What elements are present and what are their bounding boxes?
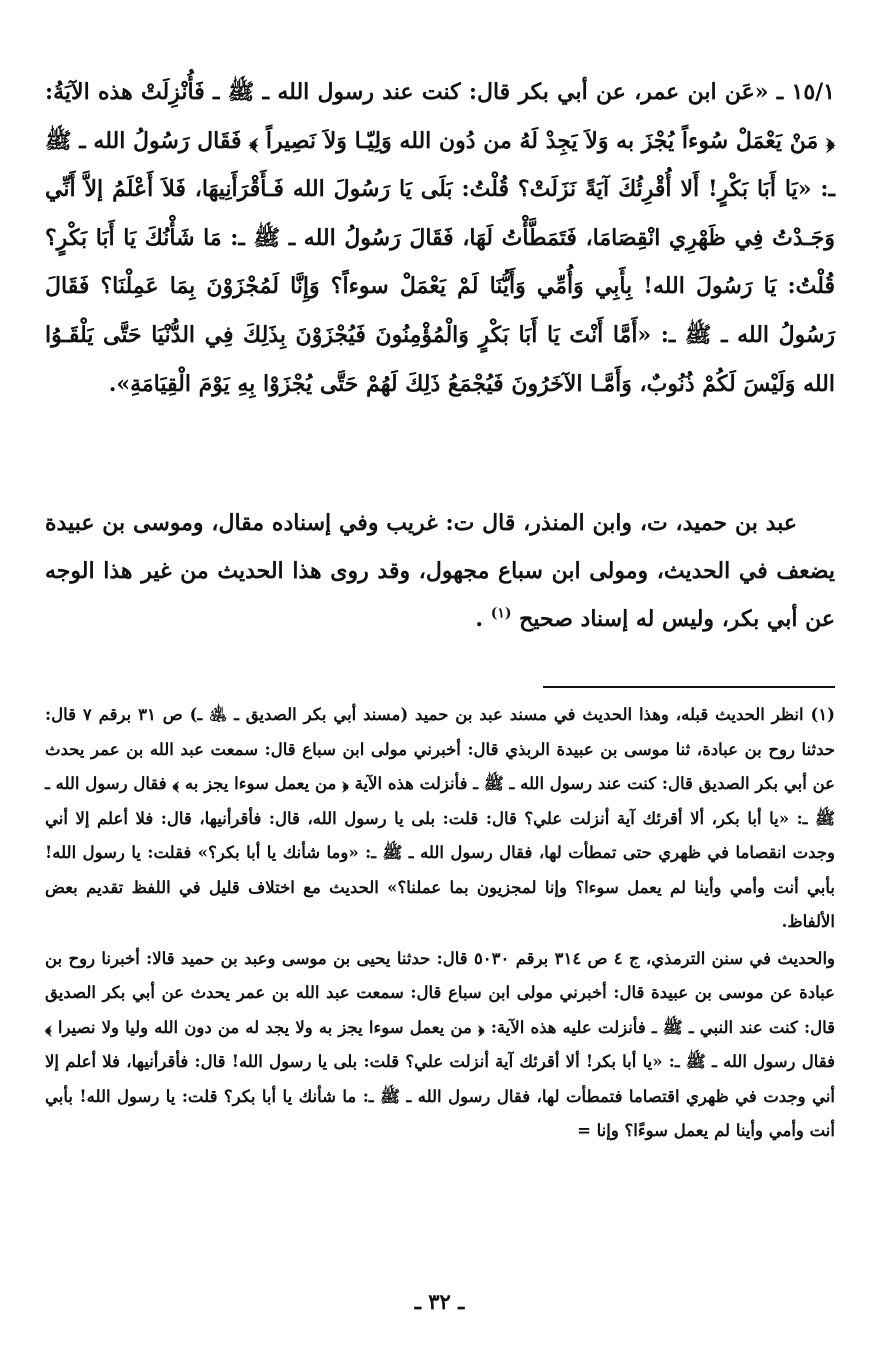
footnote-divider (543, 686, 835, 688)
takhrij-block (45, 499, 835, 643)
hadith-block (45, 68, 835, 408)
takhrij-text: عبد بن حميد، ت، وابن المنذر، قال ت: غريب وفي إسناده مقال، وموسى بن عبيدة يضعف في الحديث، ومولى ابن سباع مجهول، وقد روى هذا الحديث من غير هذا الوجه عن أبي بكر، وليس له إسناد صحيح (45, 510, 835, 632)
takhrij-paragraph (45, 499, 835, 643)
footnotes-block (45, 698, 835, 1149)
footnote-reference: (١) (490, 605, 512, 622)
footnote-first-paragraph: (١) انظر الحديث قبله، وهذا الحديث في مسند عبد بن حميد (مسند أبي بكر الصديق ـ ﵁ ـ) ص ٣١ برقم ٧ قال: حدثنا روح بن عبادة، ثنا موسى بن عبيدة الربذي قال: أخبرني مولى ابن سباع قال: سمعت عبد الله بن عمر يحدث عن أبي بكر الصديق قال: كنت عند رسول الله ـ ﷺ ـ فأنزلت هذه الآية ﴿ من يعمل سوءا يجز به ﴾ فقال رسول الله ـ ﷺ ـ: «يا أبا بكر، ألا أقرئك آية أنزلت علي؟ قال: قلت: بلى يا رسول الله، قال: فأقرأنيها، قال: فلا أعلم إلا أني وجدت انقصاما في ظهري حتى تمطأت لها، فقال رسول الله ـ ﷺ ـ: «وما شأنك يا أبا بكر؟» فقلت: يا رسول الله! بأبي أنت وأمي وأينا لم يعمل سوءا؟ وإنا لمجزيون بما عملنا؟» الحديث مع اختلاف قليل في اللفظ تقديم بعض الألفاظ. (45, 705, 835, 931)
footnote-second-paragraph: والحديث في سنن الترمذي، ج ٤ ص ٣١٤ برقم ٥٠٣٠ قال: حدثنا يحيى بن موسى وعبد بن حميد قالا: أخبرنا روح بن عبادة عن موسى بن عبيدة قال: أخبرني مولى ابن سباع قال: سمعت عبد الله بن عمر يحدث عن أبي بكر الصديق قال: كنت عند النبي ـ ﷺ ـ فأنزلت عليه هذه الآية: ﴿ من يعمل سوءا يجز به ولا يجد له من دون الله وليا ولا نصيرا ﴾ فقال رسول الله ـ ﷺ ـ: «يا أبا بكر! ألا أقرئك آية أنزلت علي؟ قلت: بلى يا رسول الله! قال: فأقرأنيها، فلا أعلم إلا أني وجدت في ظهري اقتصاما فتمطأت لها، فقال رسول الله ـ ﷺ ـ: ما شأنك يا أبا بكر؟ قلت: يا رسول الله! بأبي أنت وأمي وأينا لم يعمل سوءًا؟ وإنا = (45, 948, 836, 1140)
takhrij-end: . (475, 606, 484, 632)
page-number: ـ ٣٢ ـ (414, 1289, 465, 1314)
hadith-text: ١٥/١ ـ «عَن ابن عمر، عن أبي بكر قال: كنت عند رسول الله ـ ﷺ ـ فَأُنْزِلَتْ هذه الآيَةُ: ﴿ مَنْ يَعْمَلْ سُوءاً يُجْزَ به وَلاَ يَجِدْ لَهُ من دُون الله وَلِيّـا وَلاَ نَصِيراً ﴾ فَقَال رَسُولُ الله ـ ﷺ ـ: «يَا أَبَا بَكْرٍ! أَلا أُقْرِئُكَ آيَةً نَزَلَتْ؟ قُلْتُ: بَلَى يَا رَسُولَ الله فَـأَقْرَأَنِيهَا، فَلاَ أَعْلَمُ إلاَّ أَنِّي وَجَـدْتُ فِي ظَهْرِي انْقِصَامَا، فَتَمَطَّأْتُ لَهَا، فَقَالَ رَسُولُ الله ـ ﷺ ـ: مَا شَأْنُكَ يَا أَبَا بَكْرٍ؟ قُلْتُ: يَا رَسُولَ الله! بِأَبِي وَأُمِّي وَأَيُّنَا لَمْ يَعْمَلْ سوءاً؟ وَإِنَّا لَمُجْزَوْنَ بِمَا عَمِلْنَا؟ فَقَالَ رَسُولُ الله ـ ﷺ ـ: «أَمَّا أَنْتَ يَا أَبَا بَكْرٍ وَالْمُؤْمِنُونَ فَيُجْزَوْنَ بِذَلِكَ فِي الدُّنْيَا حَتَّى يَلْقَـوُا الله وَلَيْسَ لَكُمْ ذُنُوبٌ، وَأَمَّـا الآخَرُونَ فَيُجْمَعُ ذَلِكَ لَهُمْ حَتَّى يُجْزَوْا بِهِ يَوْمَ الْقِيَامَةِ». (45, 79, 835, 397)
